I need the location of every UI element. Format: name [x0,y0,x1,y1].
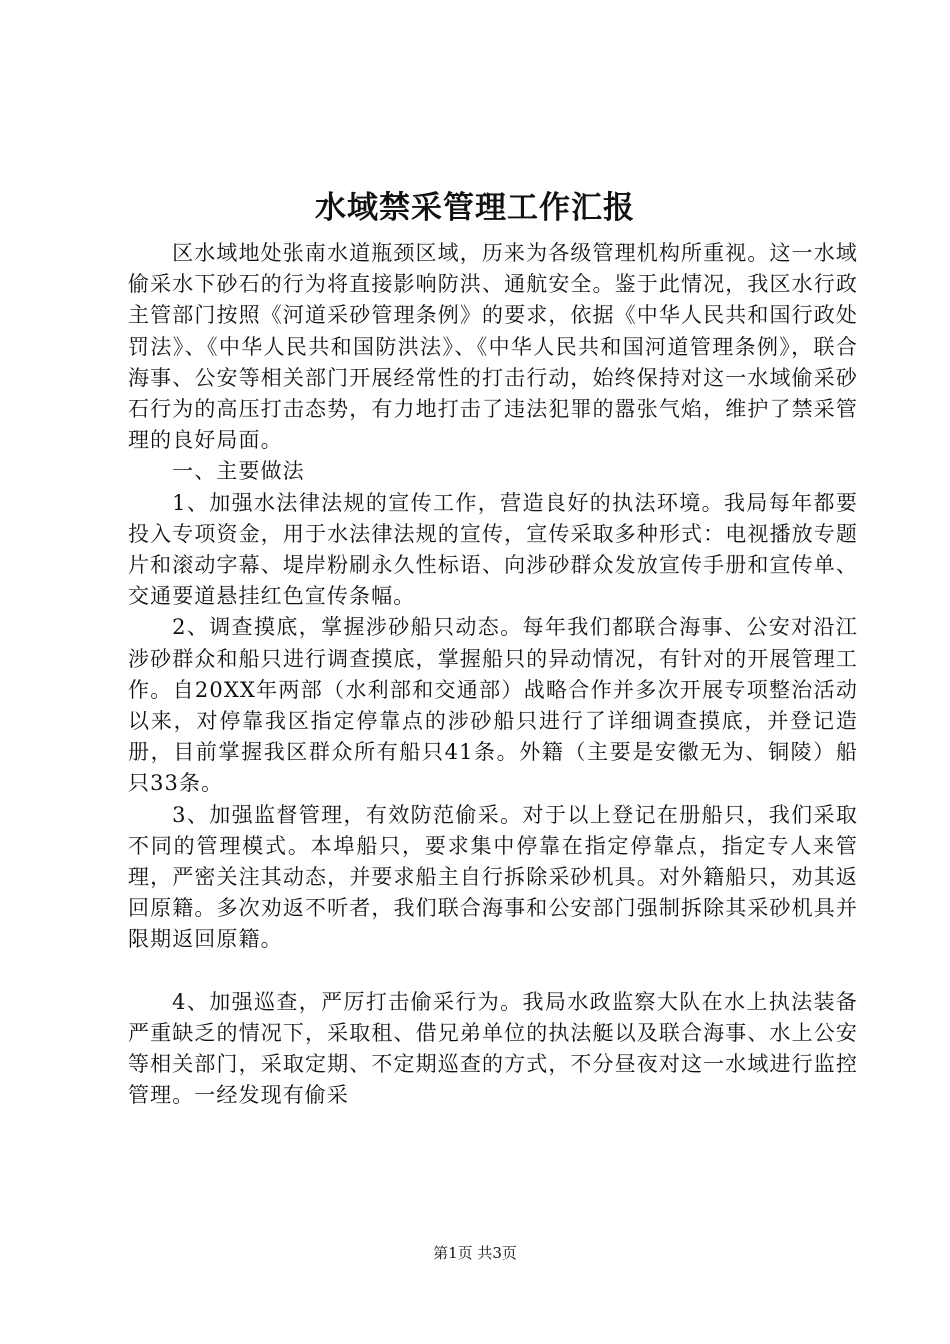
section-heading-main-practices: 一、主要做法 [172,459,305,484]
paragraph-item-4: 4、加强巡查，严厉打击偷采行为。我局水政监察大队在水上执法装备严重缺乏的情况下，采取租、借兄弟单位的执法艇以及联合海事、水上公安等相关部门，采取定期、不定期巡查的方式，不分昼夜对这一水域进行监控管理。一经发现有偷采 [128,989,858,1108]
paragraph-item-2: 2、调查摸底，掌握涉砂船只动态。每年我们都联合海事、公安对沿江涉砂群众和船只进行调查摸底，掌握船只的异动情况，有针对的开展管理工作。自20XX年两部（水利部和交通部）战略合作并多次开展专项整治活动以来，对停靠我区指定停靠点的涉砂船只进行了详细调查摸底，并登记造册，目前掌握我区群众所有船只41条。外籍（主要是安徽无为、铜陵）船只33条。 [128,615,858,796]
document-title: 水域禁采管理工作汇报 [315,190,635,226]
page-footer: 第1页 共3页 [433,1244,517,1262]
document-body [128,238,858,1111]
paragraph-item-3: 3、加强监督管理，有效防范偷采。对于以上登记在册船只，我们采取不同的管理模式。本埠船只，要求集中停靠在指定停靠点，指定专人来管理，严密关注其动态，并要求船主自行拆除采砂机具。对外籍船只，劝其返回原籍。多次劝返不听者，我们联合海事和公安部门强制拆除其采砂机具并限期返回原籍。 [128,802,858,952]
paragraph-item-1: 1、加强水法律法规的宣传工作，营造良好的执法环境。我局每年都要投入专项资金，用于水法律法规的宣传，宣传采取多种形式：电视播放专题片和滚动字幕、堤岸粉刷永久性标语、向涉砂群众发放宣传手册和宣传单、交通要道悬挂红色宣传条幅。 [128,490,858,609]
paragraph-intro: 区水域地处张南水道瓶颈区域，历来为各级管理机构所重视。这一水域偷采水下砂石的行为将直接影响防洪、通航安全。鉴于此情况，我区水行政主管部门按照《河道采砂管理条例》的要求，依据《中华人民共和国行政处罚法》、《中华人民共和国防洪法》、《中华人民共和国河道管理条例》，联合海事、公安等相关部门开展经常性的打击行动，始终保持对这一水域偷采砂石行为的高压打击态势，有力地打击了违法犯罪的嚣张气焰，维护了禁采管理的良好局面。 [128,241,858,453]
